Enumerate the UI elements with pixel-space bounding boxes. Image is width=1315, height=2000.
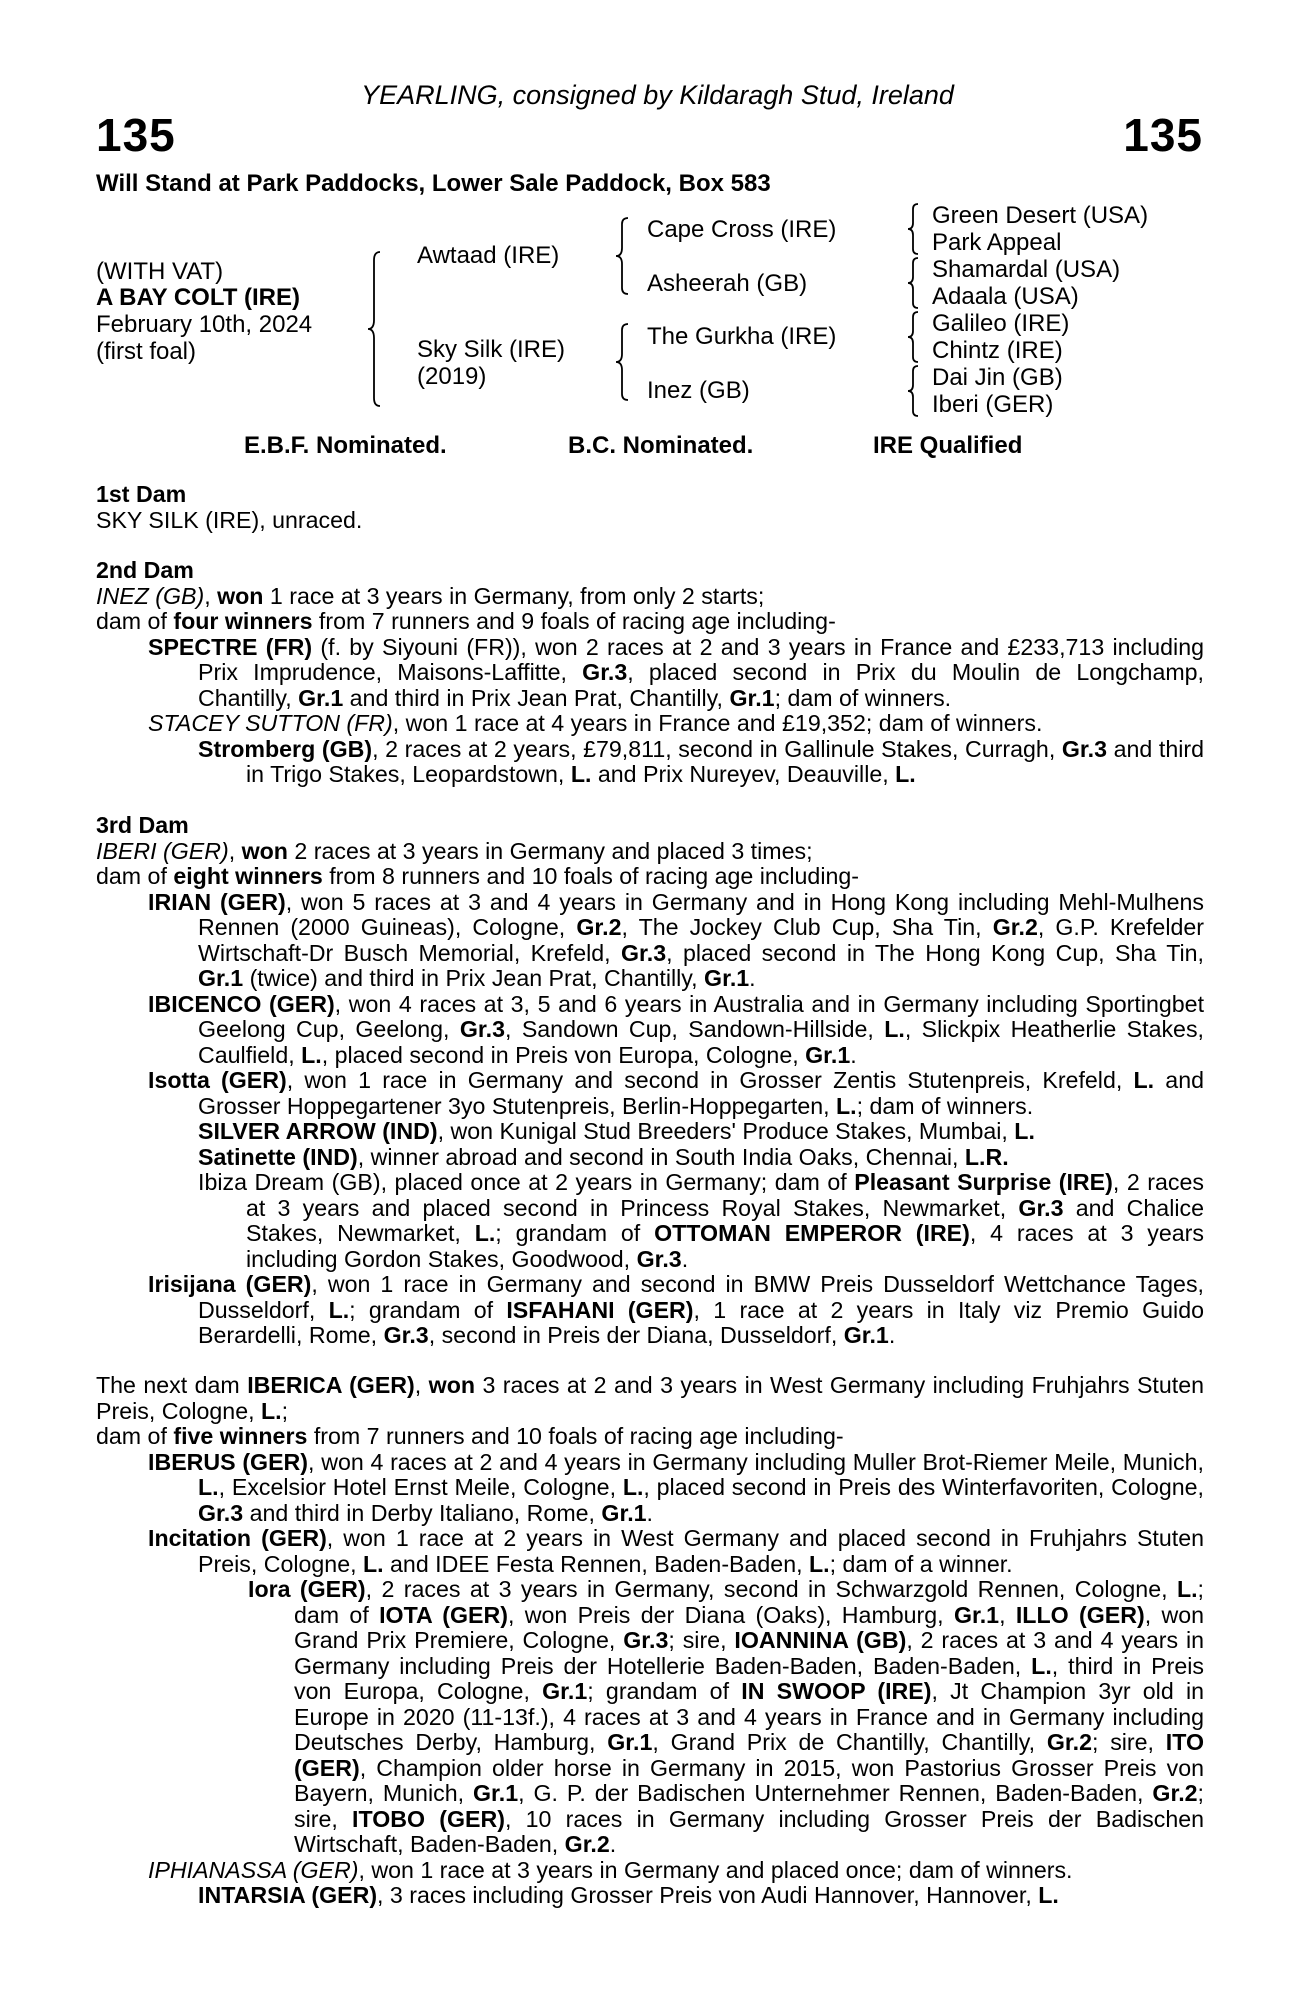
pedigree-dss: Galileo (IRE)	[932, 310, 1070, 337]
ebf-nominated: E.B.F. Nominated.	[244, 432, 447, 459]
produce-entry-iora: Iora (GER), 2 races at 3 years in Germany, second in Schwarzgold Rennen, Cologne, L.; dam of IOTA (GER), won Preis der Diana (Oaks), Hamburg, Gr.1, ILLO (GER), won Grand Prix Premiere, Cologne, Gr.3; sire, IOANNINA (GB), 2 races at 3 and 4 years in Germany including Preis der Hotellerie Baden-Baden, Baden-Baden, L., third in Preis von Europa, Cologne, Gr.1; grandam of IN SWOOP (IRE), Jt Champion 3yr old in Europe in 2020 (11-13f.), 4 races at 3 and 4 years in France and in Germany including Deutsches Derby, Hamburg, Gr.1, Grand Prix de Chantilly, Chantilly, Gr.2; sire, ITO (GER), Champion older horse in Germany in 2015, won Pastorius Grosser Preis von Bayern, Munich, Gr.1, G. P. der Badischen Unternehmer Rennen, Baden-Baden, Gr.2; sire, ITOBO (GER), 10 races in Germany including Grosser Preis der Badischen Wirtschaft, Baden-Baden, Gr.2.	[248, 1576, 1205, 1857]
pedigree-brace	[906, 364, 920, 418]
ire-qualified: IRE Qualified	[873, 432, 1023, 459]
lot-number-right: 135	[1123, 109, 1203, 161]
third-dam-heading: 3rd Dam	[96, 812, 189, 838]
stable-location: Will Stand at Park Paddocks, Lower Sale Paddock, Box 583	[96, 170, 771, 197]
horse-name: A BAY COLT (IRE)	[96, 284, 301, 311]
produce-entry-intarsia: INTARSIA (GER), 3 races including Grosser Preis von Audi Hannover, Hannover, L.	[198, 1882, 1059, 1908]
next-dam-line: The next dam IBERICA (GER), won 3 races at 2 and 3 years in West Germany including Fruhjahrs Stuten Preis, Cologne, L.;	[96, 1372, 1205, 1424]
produce-entry-ibicenco: IBICENCO (GER), won 4 races at 3, 5 and 6 years in Australia and in Germany including Sportingbet Geelong Cup, Geelong, Gr.3, Sandown Cup, Sandown-Hillside, L., Slickpix Heatherlie Stakes, Caulfield, L., placed second in Preis von Europa, Cologne, Gr.1.	[148, 990, 1205, 1068]
third-dam-produce: dam of eight winners from 8 runners and 10 foals of racing age including-	[96, 863, 859, 889]
pedigree-ddd: Iberi (GER)	[932, 391, 1054, 418]
second-dam-section	[96, 558, 1204, 788]
second-dam-produce: dam of four winners from 7 runners and 9 foals of racing age including-	[96, 608, 836, 634]
produce-entry-iphianassa: IPHIANASSA (GER), won 1 race at 3 years in Germany and placed once; dam of winners.	[148, 1856, 1073, 1883]
second-dam-heading: 2nd Dam	[96, 557, 194, 583]
third-dam-line: IBERI (GER), won 2 races at 3 years in Germany and placed 3 times;	[96, 837, 813, 864]
first-dam-section	[96, 482, 1204, 533]
pedigree-dam-year: (2019)	[417, 363, 487, 390]
produce-entry-incitation: Incitation (GER), won 1 race at 2 years in West Germany and placed second in Fruhjahrs Stuten Preis, Cologne, L. and IDEE Festa Rennen, Baden-Baden, L.; dam of a winner.	[148, 1525, 1205, 1577]
pedigree-brace	[906, 202, 920, 256]
produce-entry-spectre: SPECTRE (FR) (f. by Siyouni (FR)), won 2 races at 2 and 3 years in France and £233,713 including Prix Imprudence, Maisons-Laffitte, Gr.3, placed second in Prix du Moulin de Longchamp, Chantilly, Gr.1 and third in Prix Jean Prat, Chantilly, Gr.1; dam of winners.	[148, 633, 1204, 711]
consignor-header: YEARLING, consigned by Kildaragh Stud, Ireland	[361, 80, 954, 110]
next-dam-section	[96, 1373, 1204, 1909]
third-dam-section	[96, 813, 1204, 1349]
pedigree-dam: Sky Silk (IRE)	[417, 336, 566, 363]
pedigree-brace	[366, 250, 382, 408]
second-dam-line: INEZ (GB), won 1 race at 3 years in Germany, from only 2 starts;	[96, 582, 765, 609]
next-dam-produce: dam of five winners from 7 runners and 10 foals of racing age including-	[96, 1423, 844, 1449]
horse-note: (first foal)	[96, 338, 197, 365]
horse-dob: February 10th, 2024	[96, 311, 313, 338]
produce-entry-iberus: IBERUS (GER), won 4 races at 2 and 4 years in Germany including Muller Brot-Riemer Meile, Munich, L., Excelsior Hotel Ernst Meile, Cologne, L., placed second in Preis des Winterfavoriten, Cologne, Gr.3 and third in Derby Italiano, Rome, Gr.1.	[148, 1448, 1204, 1526]
first-dam-heading: 1st Dam	[96, 481, 187, 507]
produce-entry-irisijana: Irisijana (GER), won 1 race in Germany and second in BMW Preis Dusseldorf Wettchance Tages, Dusseldorf, L.; grandam of ISFAHANI (GER), 1 race at 2 years in Italy viz Premio Guido Berardelli, Rome, Gr.3, second in Preis der Diana, Dusseldorf, Gr.1.	[148, 1271, 1204, 1348]
pedigree-sdd: Adaala (USA)	[932, 283, 1079, 310]
produce-entry-irian: IRIAN (GER), won 5 races at 3 and 4 years in Germany and in Hong Kong including Mehl-Mulhens Rennen (2000 Guineas), Cologne, Gr.2, The Jockey Club Cup, Sha Tin, Gr.2, G.P. Krefelder Wirtschaft-Dr Busch Memorial, Krefeld, Gr.3, placed second in The Hong Kong Cup, Sha Tin, Gr.1 (twice) and third in Prix Jean Prat, Chantilly, Gr.1.	[148, 888, 1204, 991]
first-dam-text: SKY SILK (IRE), unraced.	[96, 506, 363, 533]
produce-entry-isotta: Isotta (GER), won 1 race in Germany and second in Grosser Zentis Stutenpreis, Krefeld, L. and Grosser Hoppegartener 3yo Stutenpreis, Berlin-Hoppegarten, L.; dam of winners.	[148, 1067, 1204, 1119]
pedigree-brace	[906, 310, 920, 364]
lot-number-left: 135	[96, 109, 176, 161]
pedigree-dds: Dai Jin (GB)	[932, 364, 1063, 391]
produce-entry-silver-arrow: SILVER ARROW (IND), won Kunigal Stud Breeders' Produce Stakes, Mumbai, L.	[198, 1118, 1035, 1144]
pedigree-dsd: Chintz (IRE)	[932, 337, 1063, 364]
pedigree-sire: Awtaad (IRE)	[417, 242, 560, 269]
pedigree-sire-sire: Cape Cross (IRE)	[647, 216, 837, 243]
bc-nominated: B.C. Nominated.	[568, 432, 754, 459]
produce-entry-satinette: Satinette (IND), winner abroad and second in South India Oaks, Chennai, L.R.	[198, 1143, 1009, 1170]
pedigree-ssd: Park Appeal	[932, 229, 1062, 256]
pedigree-dam-sire: The Gurkha (IRE)	[647, 323, 837, 350]
pedigree-sds: Shamardal (USA)	[932, 256, 1121, 283]
pedigree-sire-dam: Asheerah (GB)	[647, 270, 808, 297]
horse-vat: (WITH VAT)	[96, 258, 224, 285]
pedigree-brace	[906, 256, 920, 310]
pedigree-brace	[614, 322, 630, 402]
produce-entry-stromberg: Stromberg (GB), 2 races at 2 years, £79,811, second in Gallinule Stakes, Curragh, Gr.3 and third in Trigo Stakes, Leopardstown, L. and Prix Nureyev, Deauville, L.	[198, 735, 1205, 787]
pedigree-sss: Green Desert (USA)	[932, 202, 1149, 229]
pedigree-brace	[614, 216, 630, 296]
produce-entry-ibiza-dream: Ibiza Dream (GB), placed once at 2 years in Germany; dam of Pleasant Surprise (IRE), 2 races at 3 years and placed second in Princess Royal Stakes, Newmarket, Gr.3 and Chalice Stakes, Newmarket, L.; grandam of OTTOMAN EMPEROR (IRE), 4 races at 3 years including Gordon Stakes, Goodwood, Gr.3.	[198, 1169, 1204, 1272]
pedigree-dam-dam: Inez (GB)	[647, 377, 750, 404]
produce-entry-stacey: STACEY SUTTON (FR), won 1 race at 4 years in France and £19,352; dam of winners.	[148, 710, 1043, 736]
